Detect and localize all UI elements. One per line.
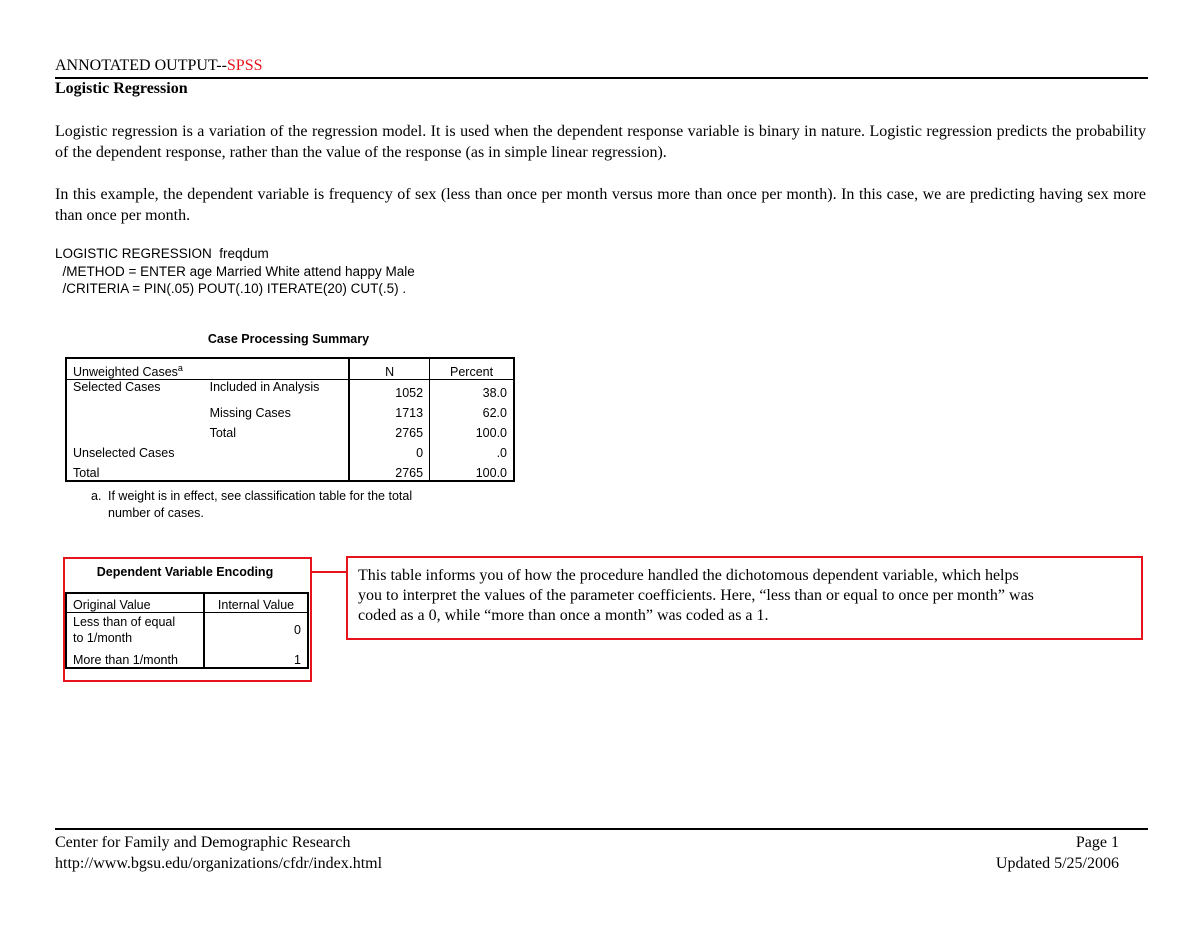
table-row — [66, 400, 514, 420]
footnote-marker: a. — [91, 489, 102, 503]
syntax-line: /CRITERIA = PIN(.05) POUT(.10) ITERATE(20) CUT(.5) . — [55, 281, 407, 296]
cell-percent: 100.0 — [475, 466, 507, 480]
row-label — [204, 440, 350, 460]
case-summary-table — [65, 357, 515, 482]
encoding-table — [65, 592, 309, 669]
table-header-row — [66, 358, 514, 380]
header-cell: Original Value — [66, 593, 204, 613]
cell-n: 1052 — [349, 380, 429, 401]
footnote-text: number of cases. — [108, 506, 204, 520]
footnote-text: If weight is in effect, see classification table for the total — [108, 489, 413, 503]
original-value-text: to 1/month — [73, 631, 133, 645]
cell-percent: 62.0 — [482, 406, 507, 420]
row-group — [66, 400, 204, 420]
header-cell: Percent — [430, 358, 514, 380]
row-label — [66, 613, 204, 648]
table-row — [66, 613, 308, 648]
document-header — [55, 57, 262, 75]
annotation-line: This table informs you of how the procedure handled the dichotomous dependent variable, which helps — [358, 567, 1019, 584]
header-cell — [66, 358, 349, 380]
cell-n: 1713 — [349, 400, 429, 420]
row-label — [204, 460, 350, 481]
cell-internal-value: 0 — [294, 623, 301, 637]
row-label: Included in Analysis — [204, 380, 350, 401]
footer-rule — [55, 828, 1148, 830]
cell-percent: .0 — [496, 446, 507, 460]
cell-n: 0 — [349, 440, 429, 460]
footer-org: Center for Family and Demographic Research — [55, 834, 351, 851]
cell-percent: 38.0 — [482, 386, 507, 400]
row-label: More than 1/month — [66, 647, 204, 668]
updated-date: Updated 5/25/2006 — [995, 855, 1119, 872]
header-cell: Internal Value — [204, 593, 308, 613]
header-cell: N — [349, 358, 429, 380]
table-row — [66, 420, 514, 440]
row-group: Selected Cases — [73, 380, 161, 394]
page-number: Page 1 — [1075, 834, 1119, 851]
page-title: Logistic Regression — [55, 80, 188, 97]
table-footnote — [91, 488, 412, 522]
cell-internal-value: 1 — [294, 653, 301, 667]
header-prefix: ANNOTATED OUTPUT-- — [55, 57, 227, 74]
case-summary-title: Case Processing Summary — [207, 332, 370, 346]
row-group — [66, 420, 204, 440]
annotation-line: you to interpret the values of the parameter coefficients. Here, “less than or equal to once per month” was — [358, 587, 1034, 604]
cell-percent: 100.0 — [475, 426, 507, 440]
table-row — [66, 647, 308, 668]
annotation-connector — [312, 571, 347, 573]
header-label: Unweighted Cases — [73, 365, 178, 379]
footer-left — [55, 832, 382, 874]
footer-right — [996, 832, 1119, 874]
encoding-table-title: Dependent Variable Encoding — [96, 565, 274, 579]
syntax-line: /METHOD = ENTER age Married White attend happy Male — [55, 263, 415, 279]
annotation-text — [358, 566, 1034, 626]
row-group: Unselected Cases — [73, 446, 175, 460]
annotation-line: coded as a 0, while “more than once a month” was coded as a 1. — [358, 607, 769, 624]
cell-n: 2765 — [349, 420, 429, 440]
spss-syntax — [55, 245, 415, 298]
table-row — [66, 380, 514, 401]
table-header-row — [66, 593, 308, 613]
header-software: SPSS — [226, 57, 263, 74]
intro-paragraph-2: In this example, the dependent variable is frequency of sex (less than once per month versus more than once per month). In this case, we are predicting having sex more than once per month. — [55, 186, 1146, 224]
intro-paragraph-1: Logistic regression is a variation of the regression model. It is used when the dependent response variable is binary in nature. Logistic regression predicts the probability of the dependent response, rather than the value of the response (as in simple linear regression). — [55, 123, 1146, 161]
footer-url: http://www.bgsu.edu/organizations/cfdr/index.html — [55, 855, 383, 872]
header-rule — [55, 77, 1148, 79]
row-group: Total — [73, 466, 100, 480]
footnote-marker: a — [177, 362, 183, 373]
table-row — [66, 460, 514, 481]
original-value-text: Less than of equal — [73, 615, 176, 629]
syntax-line: LOGISTIC REGRESSION freqdum — [55, 246, 269, 261]
table-row — [66, 440, 514, 460]
row-label: Total — [204, 420, 350, 440]
cell-n: 2765 — [349, 460, 429, 481]
row-label: Missing Cases — [204, 400, 350, 420]
